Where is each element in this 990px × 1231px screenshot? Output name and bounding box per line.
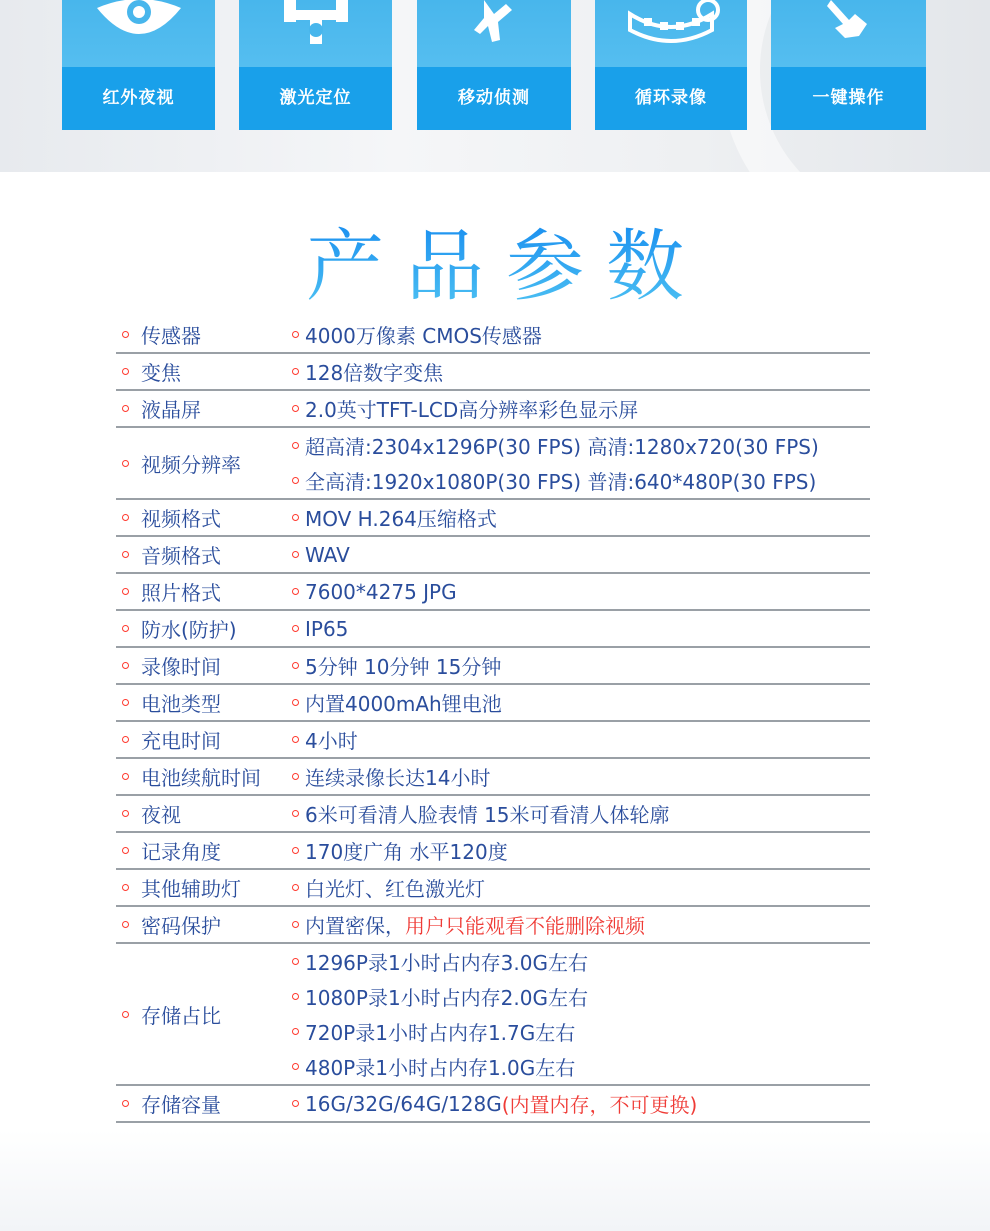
spec-value-line xyxy=(292,944,870,979)
bullet-icon xyxy=(292,514,299,521)
spec-name: 音频格式 xyxy=(141,544,221,568)
running-person-icon xyxy=(454,0,534,60)
feature-card-loop-recording xyxy=(595,0,747,130)
feature-card-motion-detection xyxy=(417,0,571,130)
spec-row xyxy=(116,317,870,354)
spec-name-cell xyxy=(116,1086,288,1121)
spec-values xyxy=(292,870,870,905)
eye-icon xyxy=(89,0,189,60)
spec-value: 480P录1小时占内存1.0G左右 xyxy=(305,1056,576,1080)
bullet-icon xyxy=(122,773,129,780)
page-title: 产品参数 xyxy=(0,222,990,312)
bullet-icon xyxy=(122,1100,129,1107)
bullet-icon xyxy=(292,1100,299,1107)
spec-values xyxy=(292,833,870,868)
feature-card-laser-positioning xyxy=(239,0,392,130)
spec-value: 720P录1小时占内存1.7G左右 xyxy=(305,1021,576,1045)
spec-name: 电池续航时间 xyxy=(141,766,261,790)
spec-row xyxy=(116,833,870,870)
spec-values xyxy=(292,317,870,352)
spec-value-line xyxy=(292,759,870,794)
spec-value: 128倍数字变焦 xyxy=(305,361,444,385)
spec-name-cell xyxy=(116,537,288,572)
spec-row xyxy=(116,1086,870,1123)
spec-row xyxy=(116,354,870,391)
spec-value-highlight: 用户只能观看不能删除视频 xyxy=(405,914,645,938)
bullet-icon xyxy=(292,1028,299,1035)
bullet-icon xyxy=(292,773,299,780)
spec-value: 1296P录1小时占内存3.0G左右 xyxy=(305,951,588,975)
bullet-icon xyxy=(292,958,299,965)
spec-value: 4小时 xyxy=(305,729,358,753)
spec-row xyxy=(116,796,870,833)
bullet-icon xyxy=(122,551,129,558)
spec-value-line xyxy=(292,611,870,646)
spec-name-cell xyxy=(116,870,288,905)
spec-values xyxy=(292,722,870,757)
spec-values xyxy=(292,391,870,426)
bullet-icon xyxy=(292,442,299,449)
spec-value: 6米可看清人脸表情 15米可看清人体轮廓 xyxy=(305,803,670,827)
spec-name: 记录角度 xyxy=(141,840,221,864)
spec-value: 7600*4275 JPG xyxy=(305,579,457,604)
spec-row xyxy=(116,391,870,428)
bullet-icon xyxy=(122,460,129,467)
spec-name-cell xyxy=(116,574,288,609)
spec-values xyxy=(292,354,870,389)
spec-row xyxy=(116,759,870,796)
spec-name: 视频格式 xyxy=(141,507,221,531)
spec-name-cell xyxy=(116,722,288,757)
spec-values xyxy=(292,611,870,646)
bullet-icon xyxy=(292,588,299,595)
spec-value-line xyxy=(292,685,870,720)
spec-name-cell xyxy=(116,685,288,720)
spec-name: 照片格式 xyxy=(141,581,221,605)
spec-value-line xyxy=(292,574,870,609)
spec-row xyxy=(116,537,870,574)
bullet-icon xyxy=(122,736,129,743)
spec-value: 全高清:1920x1080P(30 FPS) 普清:640*480P(30 FPS) xyxy=(305,470,817,494)
spec-value-line xyxy=(292,648,870,683)
spec-name-cell xyxy=(116,391,288,426)
spec-value: WAV xyxy=(305,542,350,567)
spec-value-line xyxy=(292,428,870,463)
spec-value-line xyxy=(292,796,870,831)
bullet-icon xyxy=(122,405,129,412)
spec-value-line xyxy=(292,722,870,757)
spec-value: IP65 xyxy=(305,616,349,641)
spec-value: 5分钟 10分钟 15分钟 xyxy=(305,655,502,679)
spec-row xyxy=(116,574,870,611)
spec-name-cell xyxy=(116,944,288,1084)
spec-name: 液晶屏 xyxy=(141,398,201,422)
spec-name: 电池类型 xyxy=(141,692,221,716)
spec-value: 内置4000mAh锂电池 xyxy=(305,692,502,716)
spec-value-line xyxy=(292,354,870,389)
spec-name-cell xyxy=(116,317,288,352)
bullet-icon xyxy=(292,1063,299,1070)
spec-values xyxy=(292,685,870,720)
spec-value: 1080P录1小时占内存2.0G左右 xyxy=(305,986,588,1010)
spec-value-line xyxy=(292,833,870,868)
feature-label: 一键操作 xyxy=(812,88,885,108)
spec-value-line xyxy=(292,979,870,1014)
spec-value: 2.0英寸TFT-LCD高分辨率彩色显示屏 xyxy=(305,398,639,422)
spec-value-line xyxy=(292,463,870,498)
spec-values xyxy=(292,428,870,498)
spec-name: 充电时间 xyxy=(141,729,221,753)
bullet-icon xyxy=(292,699,299,706)
bullet-icon xyxy=(292,993,299,1000)
feature-card-night-vision xyxy=(62,0,215,130)
bullet-icon xyxy=(122,588,129,595)
feature-label: 移动侦测 xyxy=(458,88,530,108)
spec-value: 内置密保， xyxy=(305,914,405,938)
spec-value-line xyxy=(292,1086,870,1121)
feature-label: 红外夜视 xyxy=(102,88,175,108)
spec-values xyxy=(292,1086,870,1121)
spec-name: 传感器 xyxy=(141,324,201,348)
spec-value-line xyxy=(292,907,870,942)
spec-value-line xyxy=(292,870,870,905)
bullet-icon xyxy=(122,625,129,632)
spec-row xyxy=(116,870,870,907)
spec-row xyxy=(116,685,870,722)
film-reel-icon xyxy=(616,0,726,60)
spec-values xyxy=(292,796,870,831)
bullet-icon xyxy=(292,736,299,743)
hand-press-icon xyxy=(809,0,889,60)
spec-value-highlight: (内置内存，不可更换) xyxy=(501,1093,698,1117)
feature-card-one-key-operation xyxy=(771,0,926,130)
bullet-icon xyxy=(292,477,299,484)
spec-value-line xyxy=(292,1014,870,1049)
spec-value: 超高清:2304x1296P(30 FPS) 高清:1280x720(30 FPS) xyxy=(305,435,819,459)
spec-values xyxy=(292,648,870,683)
spec-name-cell xyxy=(116,500,288,535)
spec-table xyxy=(116,317,870,1160)
spec-name: 存储容量 xyxy=(141,1093,221,1117)
spec-row xyxy=(116,907,870,944)
spec-name: 其他辅助灯 xyxy=(141,877,241,901)
spec-row xyxy=(116,500,870,537)
bullet-icon xyxy=(292,662,299,669)
bullet-icon xyxy=(122,921,129,928)
spec-name: 夜视 xyxy=(141,803,181,827)
spec-values xyxy=(292,759,870,794)
crosshair-icon xyxy=(276,0,356,60)
spec-name: 防水(防护) xyxy=(141,618,237,642)
feature-banner xyxy=(0,0,990,172)
spec-value: 170度广角 水平120度 xyxy=(305,840,508,864)
bullet-icon xyxy=(292,810,299,817)
spec-name: 视频分辨率 xyxy=(141,452,241,477)
spec-row xyxy=(116,722,870,759)
bullet-icon xyxy=(292,368,299,375)
bullet-icon xyxy=(122,662,129,669)
bullet-icon xyxy=(292,884,299,891)
spec-row xyxy=(116,428,870,500)
bullet-icon xyxy=(122,331,129,338)
bullet-icon xyxy=(122,847,129,854)
background-decoration xyxy=(0,1130,990,1231)
bullet-icon xyxy=(122,514,129,521)
spec-values xyxy=(292,944,870,1084)
bullet-icon xyxy=(292,405,299,412)
spec-name-cell xyxy=(116,648,288,683)
spec-value: 16G/32G/64G/128G xyxy=(305,1091,502,1116)
spec-name: 存储占比 xyxy=(141,1003,221,1028)
bullet-icon xyxy=(292,625,299,632)
bullet-icon xyxy=(292,847,299,854)
spec-name-cell xyxy=(116,833,288,868)
spec-value-line xyxy=(292,1049,870,1084)
spec-value-line xyxy=(292,317,870,352)
spec-value-line xyxy=(292,500,870,535)
bullet-icon xyxy=(122,1011,129,1018)
spec-name: 密码保护 xyxy=(141,914,221,938)
spec-value-line xyxy=(292,537,870,572)
spec-values xyxy=(292,907,870,942)
bullet-icon xyxy=(292,331,299,338)
spec-value-line xyxy=(292,391,870,426)
bullet-icon xyxy=(122,810,129,817)
spec-name: 录像时间 xyxy=(141,655,221,679)
spec-value: 白光灯、红色激光灯 xyxy=(305,877,485,901)
bullet-icon xyxy=(122,884,129,891)
spec-name-cell xyxy=(116,759,288,794)
bullet-icon xyxy=(122,368,129,375)
spec-values xyxy=(292,500,870,535)
spec-values xyxy=(292,537,870,572)
spec-name-cell xyxy=(116,611,288,646)
bullet-icon xyxy=(292,551,299,558)
feature-label: 激光定位 xyxy=(279,88,352,108)
bullet-icon xyxy=(122,699,129,706)
spec-name-cell xyxy=(116,796,288,831)
spec-row xyxy=(116,944,870,1086)
spec-name-cell xyxy=(116,354,288,389)
spec-row xyxy=(116,648,870,685)
spec-value: MOV H.264压缩格式 xyxy=(305,507,497,531)
spec-values xyxy=(292,574,870,609)
spec-row xyxy=(116,611,870,648)
spec-name: 变焦 xyxy=(141,361,181,385)
spec-value: 连续录像长达14小时 xyxy=(305,766,491,790)
feature-label: 循环录像 xyxy=(635,88,707,108)
spec-name-cell xyxy=(116,907,288,942)
bullet-icon xyxy=(292,921,299,928)
spec-value: 4000万像素 CMOS传感器 xyxy=(305,324,542,348)
spec-name-cell xyxy=(116,428,288,498)
